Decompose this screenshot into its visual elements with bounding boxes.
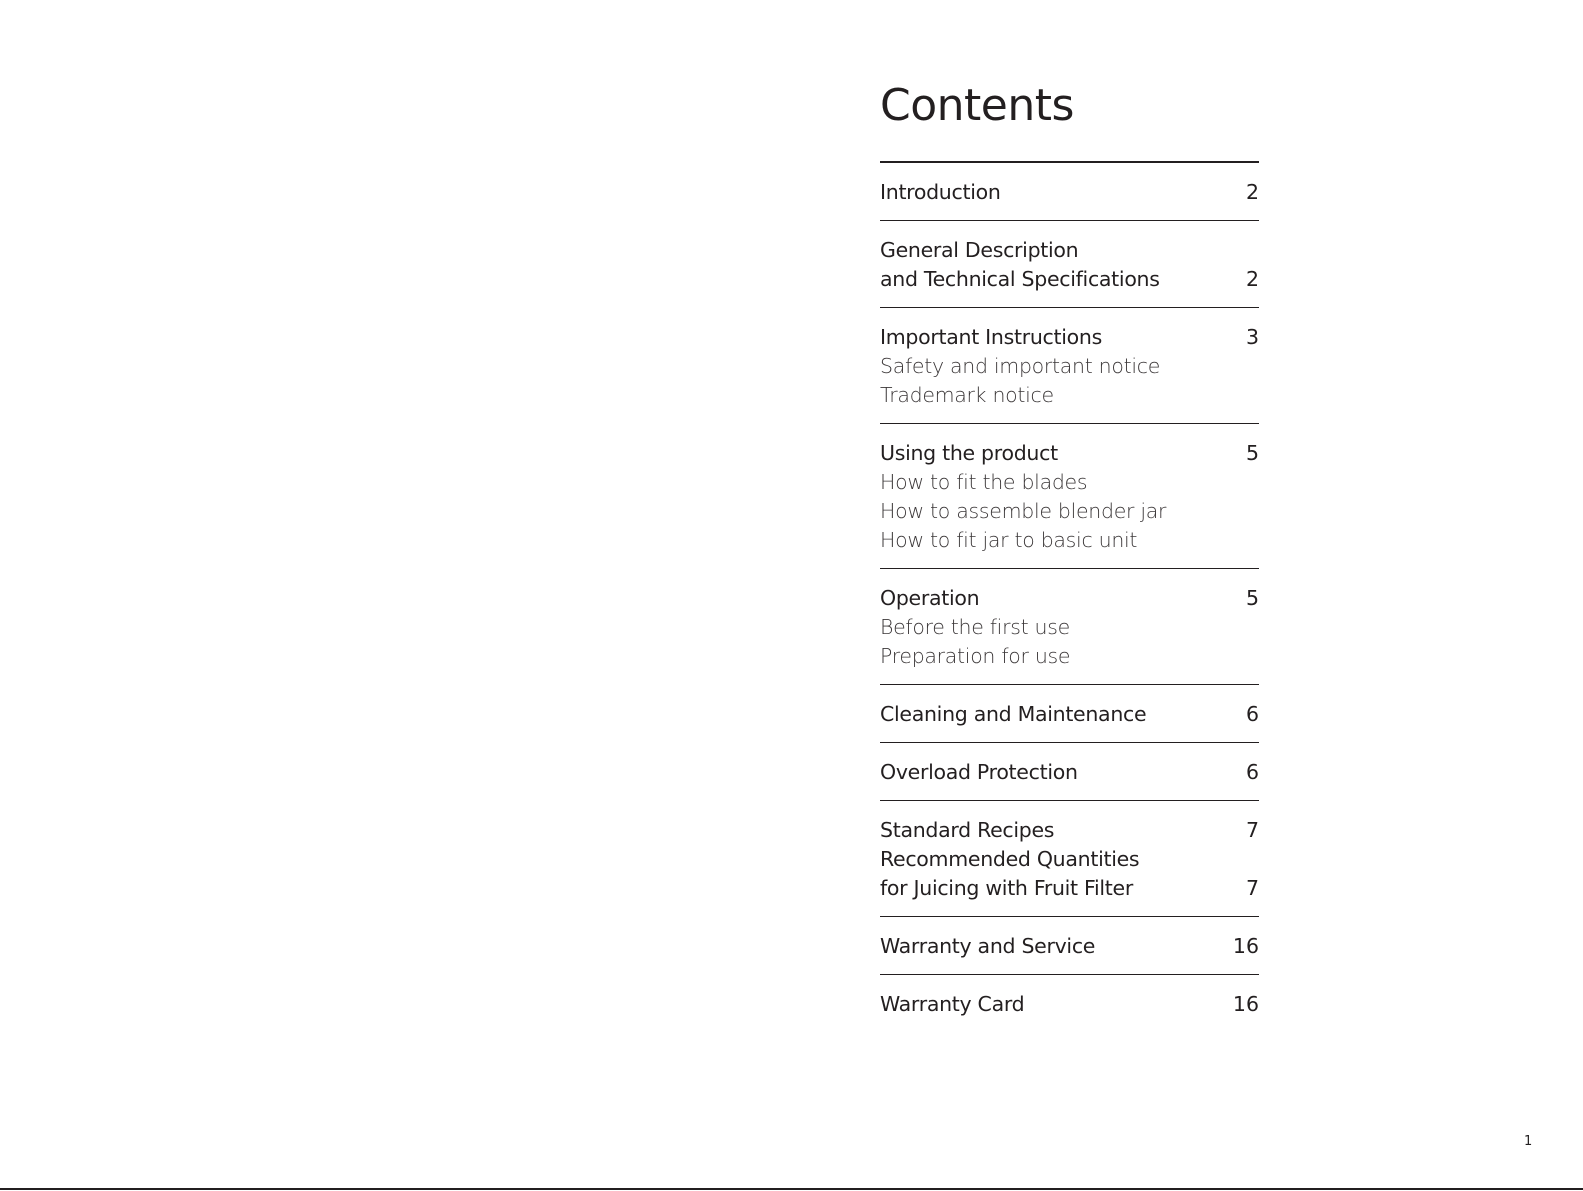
toc-section — [880, 569, 1259, 685]
toc-subentry-label: Safety and important notice — [880, 354, 1161, 378]
toc-entry[interactable] — [880, 642, 1259, 671]
toc-page-number: 7 — [1245, 818, 1259, 842]
toc-section — [880, 975, 1259, 1032]
toc-page-number: 6 — [1245, 702, 1259, 726]
toc-entry[interactable] — [880, 265, 1259, 294]
toc-entry-label: and Technical Specifications — [880, 267, 1160, 291]
toc-subentry-label: Before the first use — [880, 615, 1070, 639]
toc-section — [880, 917, 1259, 975]
toc-subentry-label: How to fit jar to basic unit — [880, 528, 1138, 552]
toc-page-number: 2 — [1245, 180, 1259, 204]
toc-entry[interactable] — [880, 526, 1259, 555]
toc-section-list — [880, 163, 1259, 1032]
toc-entry[interactable] — [880, 468, 1259, 497]
toc-entry-label: Standard Recipes — [880, 818, 1055, 842]
toc-entry-label: Overload Protection — [880, 760, 1078, 784]
toc-entry-label: Operation — [880, 586, 980, 610]
toc-section — [880, 801, 1259, 917]
toc-page-number: 5 — [1245, 586, 1259, 610]
bottom-divider — [0, 1188, 1583, 1190]
toc-entry[interactable] — [880, 439, 1259, 468]
toc-entry[interactable] — [880, 236, 1259, 265]
toc-section — [880, 424, 1259, 569]
toc-entry-label: Warranty Card — [880, 992, 1025, 1016]
toc-entry[interactable] — [880, 178, 1259, 207]
toc-entry-label: General Description — [880, 238, 1079, 262]
toc-subentry-label: How to fit the blades — [880, 470, 1088, 494]
toc-entry[interactable] — [880, 874, 1259, 903]
toc-entry[interactable] — [880, 613, 1259, 642]
page-title: Contents — [880, 80, 1074, 131]
toc-entry[interactable] — [880, 932, 1259, 961]
toc-entry[interactable] — [880, 700, 1259, 729]
toc-entry[interactable] — [880, 845, 1259, 874]
toc-entry[interactable] — [880, 381, 1259, 410]
table-of-contents — [880, 78, 1259, 1032]
toc-entry[interactable] — [880, 990, 1259, 1019]
page-number: 1 — [1524, 1134, 1533, 1149]
toc-entry-label: Important Instructions — [880, 325, 1102, 349]
toc-section — [880, 221, 1259, 308]
toc-section — [880, 308, 1259, 424]
toc-entry-label: Cleaning and Maintenance — [880, 702, 1147, 726]
toc-section — [880, 743, 1259, 801]
toc-subentry-label: Preparation for use — [880, 644, 1071, 668]
toc-entry-label: for Juicing with Fruit Filter — [880, 876, 1133, 900]
toc-section — [880, 685, 1259, 743]
toc-page-number: 7 — [1245, 876, 1259, 900]
toc-entry-label: Recommended Quantities — [880, 847, 1140, 871]
toc-entry[interactable] — [880, 323, 1259, 352]
toc-entry[interactable] — [880, 497, 1259, 526]
toc-page-number: 3 — [1245, 325, 1259, 349]
toc-page-number: 2 — [1245, 267, 1259, 291]
toc-entry[interactable] — [880, 816, 1259, 845]
toc-subentry-label: Trademark notice — [880, 383, 1054, 407]
toc-entry-label: Introduction — [880, 180, 1001, 204]
toc-page-number: 5 — [1245, 441, 1259, 465]
toc-entry[interactable] — [880, 352, 1259, 381]
toc-page-number: 6 — [1245, 760, 1259, 784]
toc-page-number: 16 — [1232, 992, 1259, 1016]
toc-page-number: 16 — [1232, 934, 1259, 958]
toc-entry-label: Using the product — [880, 441, 1058, 465]
toc-entry[interactable] — [880, 584, 1259, 613]
toc-subentry-label: How to assemble blender jar — [880, 499, 1167, 523]
toc-section — [880, 163, 1259, 221]
toc-entry-label: Warranty and Service — [880, 934, 1096, 958]
toc-entry[interactable] — [880, 758, 1259, 787]
